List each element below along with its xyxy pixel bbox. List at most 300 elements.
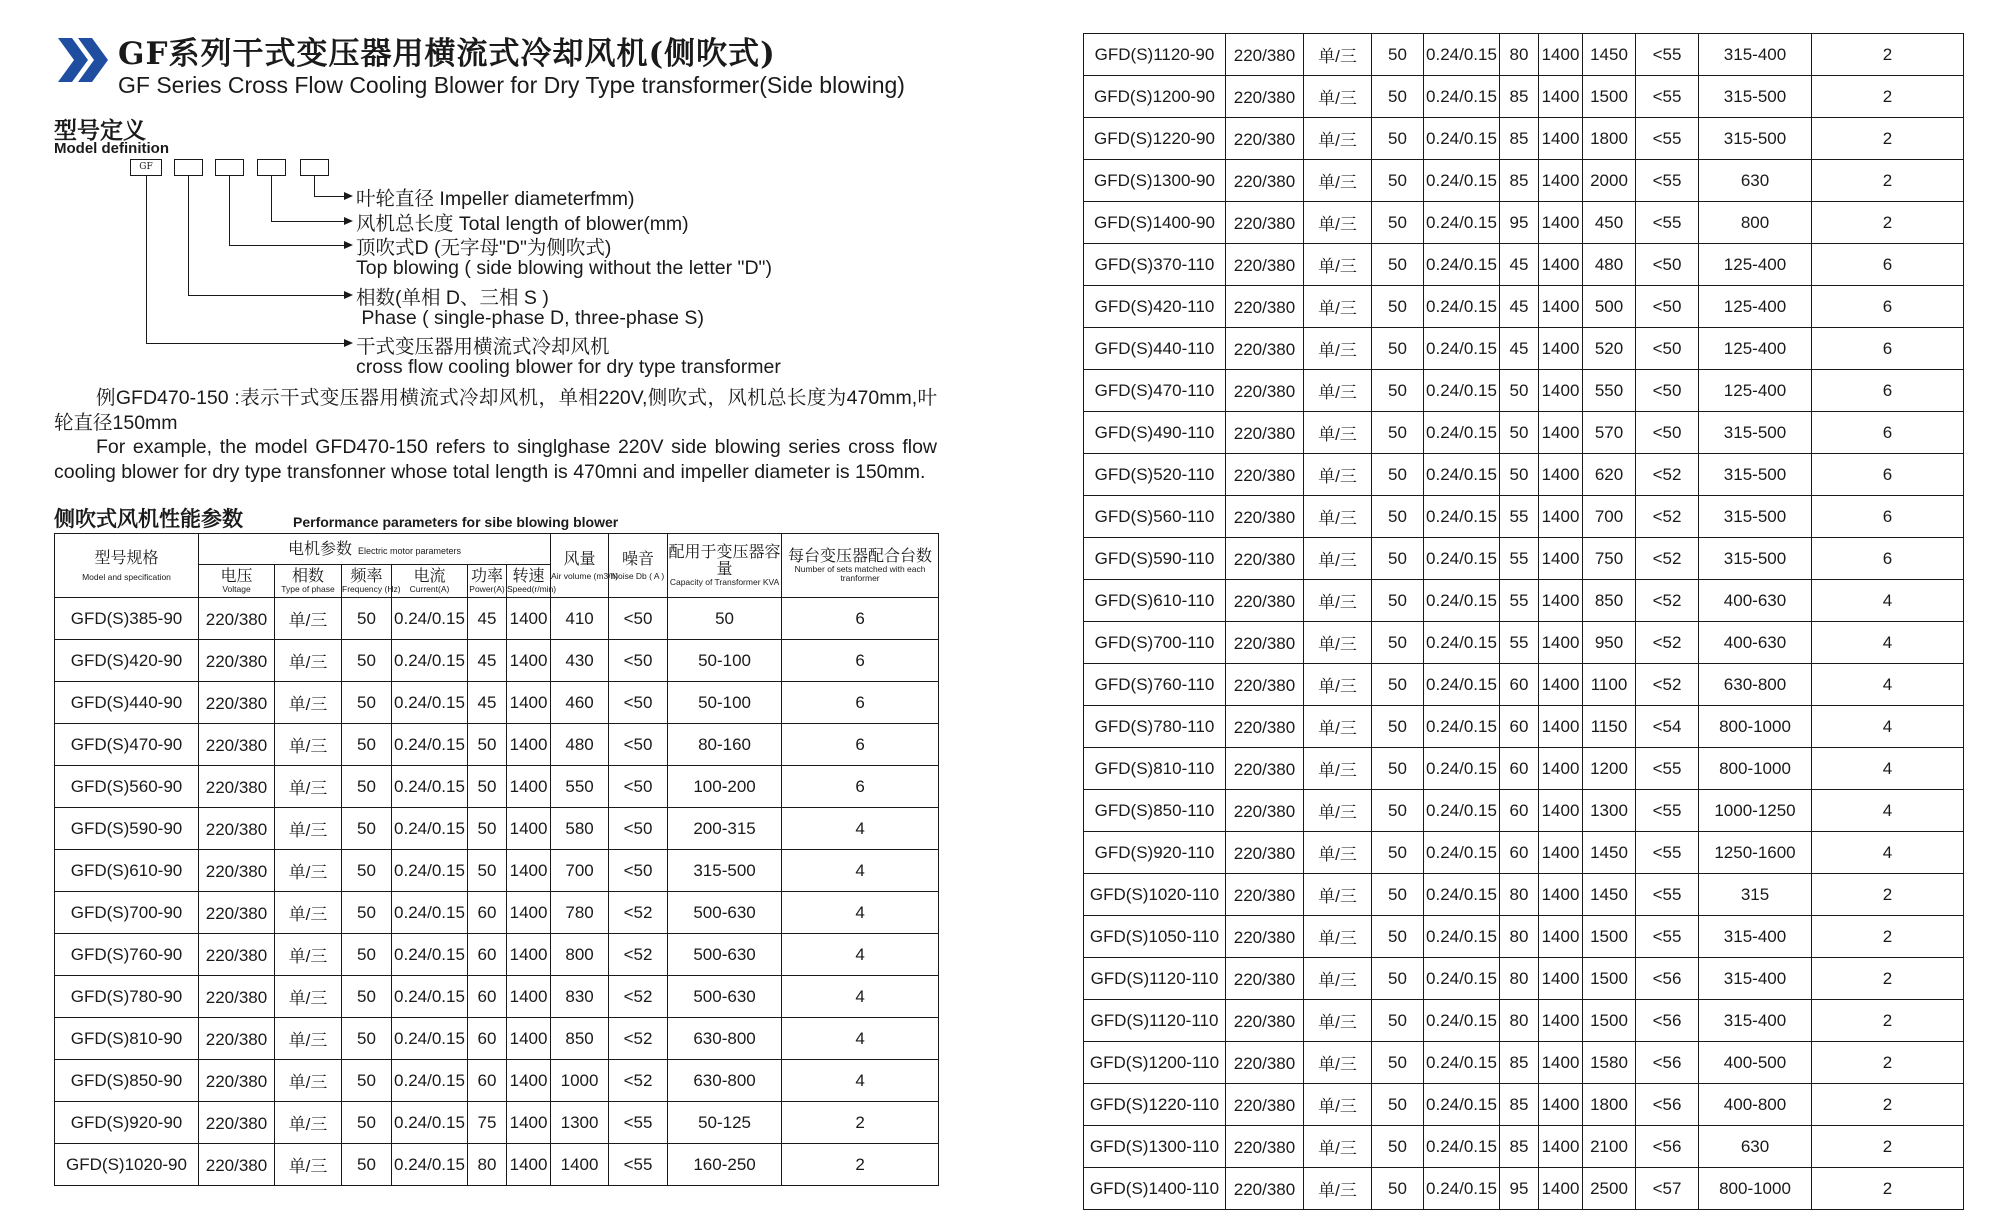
table-cell: <55 [1636,34,1699,76]
table-cell: 4 [782,850,939,892]
table-row [1084,706,1964,748]
col-power: 功率 Power(A) [468,565,507,598]
table-cell: 220/380 [1226,748,1304,790]
table-cell: 50 [1372,76,1424,118]
table-cell: 50 [468,766,507,808]
table-cell: 1400 [507,640,551,682]
table-cell: 单/三 [1304,1000,1372,1042]
table-cell: <52 [1636,580,1699,622]
table-cell: 单/三 [275,682,342,724]
table-cell: 0.24/0.15 [392,682,468,724]
table-cell: 单/三 [1304,538,1372,580]
table-cell: 1450 [1583,34,1636,76]
table-cell: 480 [1583,244,1636,286]
table-cell: <56 [1636,1000,1699,1042]
table-cell: 2 [1812,76,1964,118]
table-cell: 6 [782,682,939,724]
table-cell: 6 [1812,412,1964,454]
table-cell: 55 [1500,622,1539,664]
table-cell: 220/380 [1226,412,1304,454]
table-row [55,598,939,640]
table-cell: 1400 [1539,832,1583,874]
code-slot-diameter [300,159,329,176]
table-cell: 220/380 [199,934,275,976]
model-definition-heading: 型号定义 [54,118,146,144]
table-cell: 50 [1372,622,1424,664]
table-cell: 220/380 [1226,1126,1304,1168]
table-cell: 520 [1583,328,1636,370]
table-cell: 85 [1500,1126,1539,1168]
col-airflow: 风量 Air volume (m3/h) [551,534,609,598]
table-cell: 50 [1500,370,1539,412]
table-cell: 220/380 [1226,1168,1304,1210]
table-cell: 单/三 [1304,412,1372,454]
table-cell: 2 [1812,1042,1964,1084]
table-cell: 0.24/0.15 [392,1060,468,1102]
table-cell: 6 [782,766,939,808]
table-cell: 60 [1500,748,1539,790]
table-cell: GFD(S)370-110 [1084,244,1226,286]
table-cell: 0.24/0.15 [1424,664,1500,706]
table-cell: 4 [782,892,939,934]
table-cell: 0.24/0.15 [392,640,468,682]
table-cell: GFD(S)1300-110 [1084,1126,1226,1168]
table-cell: GFD(S)385-90 [55,598,199,640]
table-cell: 2 [1812,916,1964,958]
table-cell: GFD(S)1220-90 [1084,118,1226,160]
table-cell: 50 [1372,958,1424,1000]
legend-impeller: 叶轮直径 Impeller diameterfmm) [356,188,635,210]
table-cell: 单/三 [1304,496,1372,538]
table-cell: 0.24/0.15 [1424,412,1500,454]
table-cell: 0.24/0.15 [1424,580,1500,622]
table-cell: 0.24/0.15 [1424,34,1500,76]
table-cell: <50 [609,598,668,640]
chevron-right-icon [58,38,110,82]
table-cell: 1400 [1539,76,1583,118]
table-cell: <52 [1636,622,1699,664]
table-cell: 单/三 [275,640,342,682]
table-cell: <55 [1636,202,1699,244]
table-row [1084,202,1964,244]
table-cell: 500-630 [668,976,782,1018]
table-cell: 单/三 [1304,202,1372,244]
table-cell: GFD(S)810-90 [55,1018,199,1060]
table-cell: 单/三 [1304,916,1372,958]
table-cell: GFD(S)490-110 [1084,412,1226,454]
table-cell: 单/三 [1304,454,1372,496]
table-row [55,682,939,724]
table-cell: 0.24/0.15 [392,724,468,766]
table-cell: 500-630 [668,892,782,934]
table-cell: 220/380 [1226,454,1304,496]
table-cell: GFD(S)1020-110 [1084,874,1226,916]
table-cell: <56 [1636,1084,1699,1126]
table-cell: 单/三 [275,598,342,640]
table-cell: 220/380 [1226,286,1304,328]
table-cell: 50 [1372,916,1424,958]
table-cell: 0.24/0.15 [1424,832,1500,874]
table-row [1084,748,1964,790]
page-title: GF系列干式变压器用横流式冷却风机(侧吹式) [118,36,776,72]
table-cell: 50 [342,640,392,682]
table-cell: 220/380 [1226,622,1304,664]
table-cell: 450 [1583,202,1636,244]
table-cell: GFD(S)1200-110 [1084,1042,1226,1084]
table-cell: 单/三 [275,1102,342,1144]
table-cell: 2 [1812,958,1964,1000]
table-cell: 1400 [1539,580,1583,622]
table-cell: 单/三 [275,976,342,1018]
table-cell: 220/380 [1226,664,1304,706]
table-cell: <55 [1636,832,1699,874]
table-cell: <52 [1636,664,1699,706]
table-cell: 50 [1372,874,1424,916]
table-row [1084,622,1964,664]
table-cell: <50 [1636,244,1699,286]
table-cell: 50 [468,808,507,850]
table-cell: 单/三 [1304,664,1372,706]
table-cell: <56 [1636,958,1699,1000]
table-cell: <55 [609,1102,668,1144]
table-cell: 220/380 [1226,538,1304,580]
table-cell: 45 [468,682,507,724]
table-cell: 700 [551,850,609,892]
table-cell: 0.24/0.15 [1424,202,1500,244]
table-cell: 1400 [1539,538,1583,580]
table-cell: 800 [551,934,609,976]
table-cell: 4 [1812,580,1964,622]
table-cell: 1400 [1539,790,1583,832]
col-speed: 转速 Speed(r/min) [507,565,551,598]
table-cell: 1400 [1539,34,1583,76]
table-cell: 160-250 [668,1144,782,1186]
table-cell: 50 [342,934,392,976]
table-cell: GFD(S)470-110 [1084,370,1226,412]
table-cell: 0.24/0.15 [392,934,468,976]
table-cell: <50 [609,682,668,724]
table-cell: 0.24/0.15 [1424,160,1500,202]
table-cell: 1400 [507,724,551,766]
table-cell: 1400 [1539,1168,1583,1210]
table-cell: 0.24/0.15 [392,766,468,808]
table-cell: GFD(S)1220-110 [1084,1084,1226,1126]
table-cell: 220/380 [1226,580,1304,622]
table-cell: 4 [1812,706,1964,748]
table-cell: <52 [1636,496,1699,538]
table-row [1084,916,1964,958]
table-cell: 0.24/0.15 [1424,370,1500,412]
table-row [1084,496,1964,538]
table-cell: 50 [1372,160,1424,202]
table-row [1084,1084,1964,1126]
table-cell: 4 [1812,748,1964,790]
table-cell: 620 [1583,454,1636,496]
table-cell: 50 [342,1144,392,1186]
table-cell: 45 [1500,286,1539,328]
table-cell: 315-500 [1699,454,1812,496]
table-cell: 60 [468,1060,507,1102]
table-cell: 500-630 [668,934,782,976]
table-cell: 50 [342,976,392,1018]
table-cell: 4 [782,976,939,1018]
table-cell: 50-100 [668,640,782,682]
table-cell: 780 [551,892,609,934]
table-cell: 220/380 [1226,874,1304,916]
table-cell: 80 [1500,34,1539,76]
table-cell: 单/三 [1304,748,1372,790]
table-cell: 550 [551,766,609,808]
table-cell: 80-160 [668,724,782,766]
legend-blower-en: cross flow cooling blower for dry type transformer [356,356,781,378]
col-voltage: 电压 Voltage [199,565,275,598]
table-cell: <50 [609,850,668,892]
table-cell: GFD(S)760-90 [55,934,199,976]
table-cell: 220/380 [199,850,275,892]
table-cell: 220/380 [199,640,275,682]
table-cell: 4 [1812,790,1964,832]
table-cell: 400-630 [1699,580,1812,622]
table-cell: 220/380 [1226,1000,1304,1042]
table-cell: 220/380 [199,808,275,850]
table-cell: 2 [1812,874,1964,916]
table-cell: 4 [782,808,939,850]
table-row [1084,34,1964,76]
table-cell: 55 [1500,580,1539,622]
table-cell: GFD(S)760-110 [1084,664,1226,706]
table-cell: 单/三 [275,1018,342,1060]
legend-length: 风机总长度 Total length of blower(mm) [356,213,689,235]
table-cell: 50 [1500,454,1539,496]
code-slot-blowing [215,159,244,176]
table-cell: 0.24/0.15 [1424,1168,1500,1210]
table-row [1084,160,1964,202]
table-cell: 50 [1372,664,1424,706]
table-cell: 1400 [507,808,551,850]
table-cell: 1400 [1539,328,1583,370]
table-cell: 2 [1812,160,1964,202]
table-cell: 220/380 [199,976,275,1018]
table-cell: 55 [1500,538,1539,580]
col-frequency: 频率 Frequency (Hz) [342,565,392,598]
table-cell: 2 [782,1102,939,1144]
table-cell: 400-800 [1699,1084,1812,1126]
table-cell: 0.24/0.15 [392,1018,468,1060]
table-cell: 1800 [1583,118,1636,160]
table-cell: GFD(S)610-110 [1084,580,1226,622]
table-row [55,640,939,682]
table-cell: GFD(S)850-90 [55,1060,199,1102]
table-cell: 315 [1699,874,1812,916]
table-cell: <56 [1636,1126,1699,1168]
table-cell: 1400 [1539,1000,1583,1042]
table-cell: 50 [1372,496,1424,538]
table-cell: 50 [1500,412,1539,454]
table-row [55,850,939,892]
table-cell: 220/380 [1226,370,1304,412]
table-cell: 1400 [1539,412,1583,454]
table-cell: 220/380 [1226,790,1304,832]
table-cell: 220/380 [1226,34,1304,76]
code-slot-length [257,159,286,176]
table-row [1084,538,1964,580]
table-cell: 60 [1500,664,1539,706]
table-cell: 0.24/0.15 [1424,286,1500,328]
table-cell: 0.24/0.15 [392,598,468,640]
table-cell: 80 [468,1144,507,1186]
table-cell: 220/380 [1226,958,1304,1000]
table-cell: 430 [551,640,609,682]
table-cell: 60 [1500,790,1539,832]
table-cell: 50 [1372,1084,1424,1126]
table-cell: 单/三 [1304,874,1372,916]
table-cell: 220/380 [199,1060,275,1102]
table-cell: 2 [1812,1084,1964,1126]
table-cell: 570 [1583,412,1636,454]
table-cell: 0.24/0.15 [1424,76,1500,118]
table-cell: GFD(S)440-90 [55,682,199,724]
col-noise: 噪音 Noise Db ( A ) [609,534,668,598]
table-row [1084,370,1964,412]
table-row [55,1102,939,1144]
table-cell: 0.24/0.15 [1424,244,1500,286]
table-cell: GFD(S)700-110 [1084,622,1226,664]
table-cell: 0.24/0.15 [1424,118,1500,160]
table-cell: 50 [1372,580,1424,622]
table-cell: 220/380 [1226,916,1304,958]
table-cell: 700 [1583,496,1636,538]
table-cell: GFD(S)610-90 [55,850,199,892]
table-row [1084,286,1964,328]
table-cell: <50 [1636,328,1699,370]
table-cell: 单/三 [1304,790,1372,832]
table-cell: 0.24/0.15 [1424,958,1500,1000]
table-cell: 85 [1500,118,1539,160]
table-cell: 50 [1372,832,1424,874]
table-cell: 0.24/0.15 [1424,622,1500,664]
table-row [1084,790,1964,832]
table-cell: 630-800 [668,1018,782,1060]
table-cell: 220/380 [199,724,275,766]
table-cell: 220/380 [1226,244,1304,286]
table-cell: 0.24/0.15 [1424,538,1500,580]
table-cell: <52 [609,1018,668,1060]
table-cell: 1400 [1539,664,1583,706]
table-cell: <50 [1636,370,1699,412]
table-cell: 2100 [1583,1126,1636,1168]
table-cell: GFD(S)810-110 [1084,748,1226,790]
table-cell: 850 [1583,580,1636,622]
table-cell: 单/三 [1304,832,1372,874]
table-cell: 220/380 [199,892,275,934]
table-cell: 410 [551,598,609,640]
table-cell: 单/三 [275,934,342,976]
table-cell: GFD(S)920-90 [55,1102,199,1144]
table-cell: 1500 [1583,76,1636,118]
table-cell: 0.24/0.15 [1424,454,1500,496]
table-cell: 6 [782,640,939,682]
table-cell: 单/三 [275,766,342,808]
table-cell: GFD(S)780-90 [55,976,199,1018]
table-cell: <50 [609,640,668,682]
table-cell: 50 [342,1102,392,1144]
table-cell: 1400 [507,976,551,1018]
table-cell: GFD(S)420-90 [55,640,199,682]
table-cell: 220/380 [1226,832,1304,874]
model-prefix-box: GF [130,159,162,176]
table-cell: 1400 [1539,202,1583,244]
table-cell: 220/380 [199,1144,275,1186]
table-cell: 125-400 [1699,286,1812,328]
table-cell: 1500 [1583,958,1636,1000]
table-cell: 50 [1372,244,1424,286]
table-cell: 50 [1372,202,1424,244]
col-capacity: 配用于变压器容量 Capacity of Transformer KVA [668,534,782,598]
table-cell: GFD(S)1120-90 [1084,34,1226,76]
table-cell: 单/三 [1304,1126,1372,1168]
table-cell: 单/三 [1304,1084,1372,1126]
table-cell: 950 [1583,622,1636,664]
table-cell: 单/三 [1304,958,1372,1000]
table-cell: 6 [782,598,939,640]
table-cell: 50 [342,1018,392,1060]
table-cell: 1400 [1539,916,1583,958]
table-cell: 400-630 [1699,622,1812,664]
table-cell: <52 [1636,454,1699,496]
table-cell: <55 [1636,916,1699,958]
table-cell: 1400 [1539,1042,1583,1084]
table-cell: 单/三 [275,808,342,850]
table-cell: 4 [1812,832,1964,874]
table-cell: 60 [468,892,507,934]
table-row [1084,664,1964,706]
table-cell: 50 [468,850,507,892]
example-text [54,386,937,484]
table-cell: GFD(S)850-110 [1084,790,1226,832]
table-cell: <55 [1636,160,1699,202]
table-cell: 315-400 [1699,34,1812,76]
table-cell: 75 [468,1102,507,1144]
table-row [1084,1168,1964,1210]
table-cell: 单/三 [1304,622,1372,664]
table-row [1084,412,1964,454]
table-cell: 1500 [1583,1000,1636,1042]
table-cell: 2 [1812,1126,1964,1168]
table-cell: <50 [609,808,668,850]
table-cell: GFD(S)1120-110 [1084,958,1226,1000]
table-cell: 60 [468,976,507,1018]
table-row [55,724,939,766]
table-cell: 800-1000 [1699,706,1812,748]
table-cell: 220/380 [199,682,275,724]
table-cell: 50 [1372,1042,1424,1084]
table-cell: <50 [609,766,668,808]
table-cell: 1400 [507,1018,551,1060]
table-cell: 1400 [507,1144,551,1186]
table-cell: 0.24/0.15 [1424,1000,1500,1042]
table-cell: 1400 [1539,496,1583,538]
table-cell: 830 [551,976,609,1018]
table-row [55,934,939,976]
table-cell: 4 [1812,622,1964,664]
table-cell: 45 [1500,328,1539,370]
table-cell: <52 [609,892,668,934]
table-cell: 0.24/0.15 [392,808,468,850]
table-cell: 220/380 [1226,328,1304,370]
table-cell: 630 [1699,1126,1812,1168]
table-row [1084,1126,1964,1168]
table-cell: 0.24/0.15 [392,1144,468,1186]
